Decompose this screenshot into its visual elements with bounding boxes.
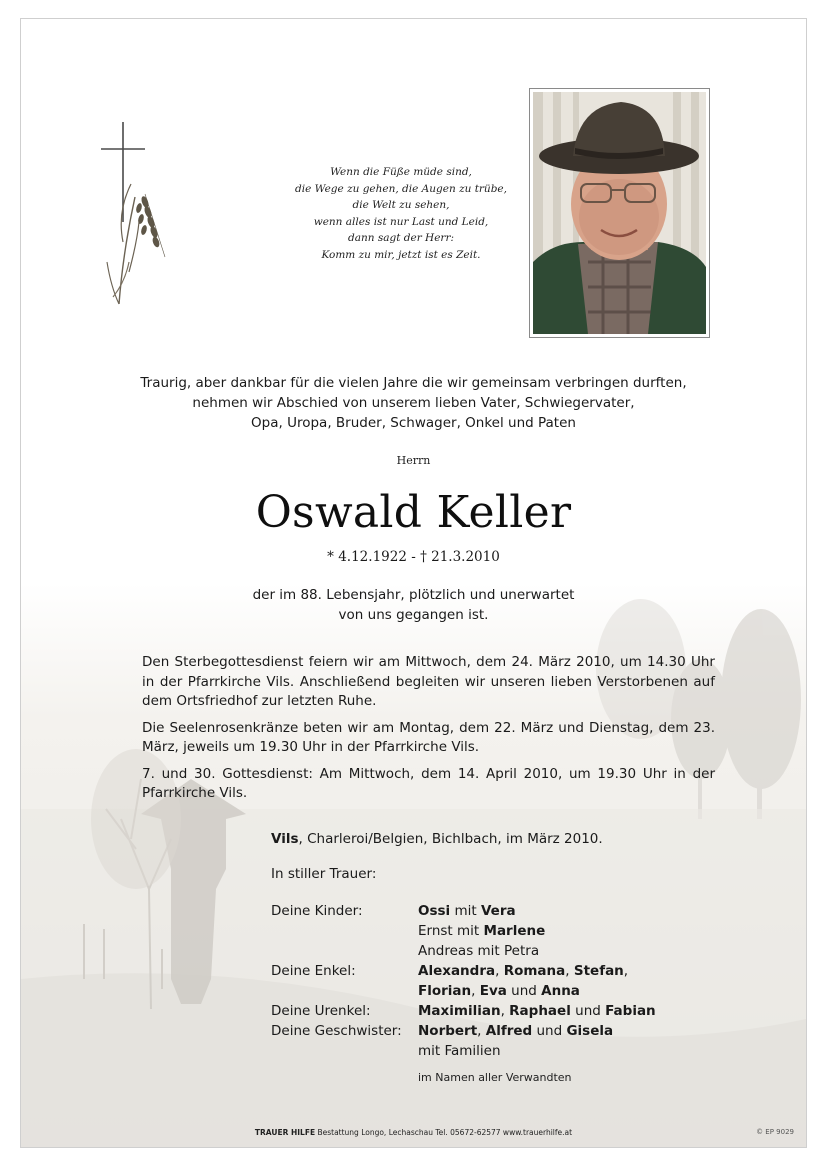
great-grandchildren-row <box>271 1001 731 1021</box>
grandchildren-label: Deine Enkel: <box>271 963 356 979</box>
life-dates: * 4.12.1922 - † 21.3.2010 <box>327 549 500 565</box>
children-row <box>271 901 731 961</box>
intro-line: Opa, Uropa, Bruder, Schwager, Onkel und Paten <box>251 415 576 431</box>
funeral-service-paragraph: Den Sterbegottesdienst feiern wir am Mittwoch, dem 24. März 2010, um 14.30 Uhr in der Pfarrkirche Vils. Anschließend begleiten wir unseren lieben Verstorbenen auf dem Ortsfriedhof zur letzten Ruhe. <box>142 654 715 709</box>
footer-brand: TRAUER HILFE <box>254 1128 316 1137</box>
poem-line: die Wege zu gehen, die Augen zu trübe, <box>295 182 507 195</box>
intro-line: Traurig, aber dankbar für die vielen Jahre die wir gemeinsam verbringen durften, <box>140 375 687 391</box>
cross-wheat-icon <box>101 122 171 312</box>
obituary-sheet <box>20 18 807 1148</box>
child-entry: Ossi mit Vera <box>418 903 516 919</box>
poem-line: Wenn die Füße müde sind, <box>330 166 472 178</box>
grandchildren-entry: Alexandra, Romana, Stefan, <box>418 963 629 979</box>
child-entry: Andreas mit Petra <box>418 943 540 959</box>
memorial-poem <box>251 164 551 263</box>
children-label: Deine Kinder: <box>271 903 363 919</box>
portrait-photo-frame <box>529 88 710 338</box>
grandchildren-row <box>271 961 731 1001</box>
salutation: Herrn <box>396 454 431 467</box>
family-list <box>271 901 731 1061</box>
place-rest: , Charleroi/Belgien, Bichlbach, im März 2010. <box>298 831 603 847</box>
great-grandchildren-entry: Maximilian, Raphael und Fabian <box>418 1003 656 1019</box>
passage-line: von uns gegangen ist. <box>338 607 489 623</box>
great-grandchildren-label: Deine Urenkel: <box>271 1003 371 1019</box>
intro-text <box>81 373 746 433</box>
poem-line: dann sagt der Herr: <box>347 232 454 244</box>
deceased-name: Oswald Keller <box>255 487 572 538</box>
footer <box>21 1128 806 1137</box>
place-town: Vils <box>271 831 299 847</box>
poem-line: Komm zu mir, jetzt ist es Zeit. <box>321 248 481 261</box>
portrait-photo <box>533 92 706 334</box>
grandchildren-entry: Florian, Eva und Anna <box>418 983 580 999</box>
passage-text <box>181 585 646 625</box>
relatives-note: im Namen aller Verwandten <box>418 1071 572 1084</box>
service-announcements <box>142 653 715 811</box>
footer-text: Bestattung Longo, Lechaschau Tel. 05672-62577 www.trauerhilfe.at <box>315 1128 573 1137</box>
place-date-line <box>271 831 603 847</box>
print-code: © EP 9029 <box>756 1128 794 1136</box>
siblings-entry: Norbert, Alfred und Gisela <box>418 1023 614 1039</box>
child-entry: Ernst mit Marlene <box>418 923 546 939</box>
passage-line: der im 88. Lebensjahr, plötzlich und unerwartet <box>252 587 575 603</box>
memorial-mass-paragraph: 7. und 30. Gottesdienst: Am Mittwoch, dem 14. April 2010, um 19.30 Uhr in der Pfarrkirche Vils. <box>142 765 715 801</box>
intro-line: nehmen wir Abschied von unserem lieben Vater, Schwiegervater, <box>192 395 635 411</box>
mourning-heading: In stiller Trauer: <box>271 866 377 882</box>
siblings-label: Deine Geschwister: <box>271 1023 402 1039</box>
poem-line: die Welt zu sehen, <box>352 199 450 211</box>
poem-line: wenn alles ist nur Last und Leid, <box>313 215 489 228</box>
siblings-extra: mit Familien <box>418 1043 501 1059</box>
rosary-paragraph: Die Seelenrosenkränze beten wir am Montag, dem 22. März und Dienstag, dem 23. März, jeweils um 19.30 Uhr in der Pfarrkirche Vils. <box>142 719 715 755</box>
siblings-row <box>271 1021 731 1061</box>
